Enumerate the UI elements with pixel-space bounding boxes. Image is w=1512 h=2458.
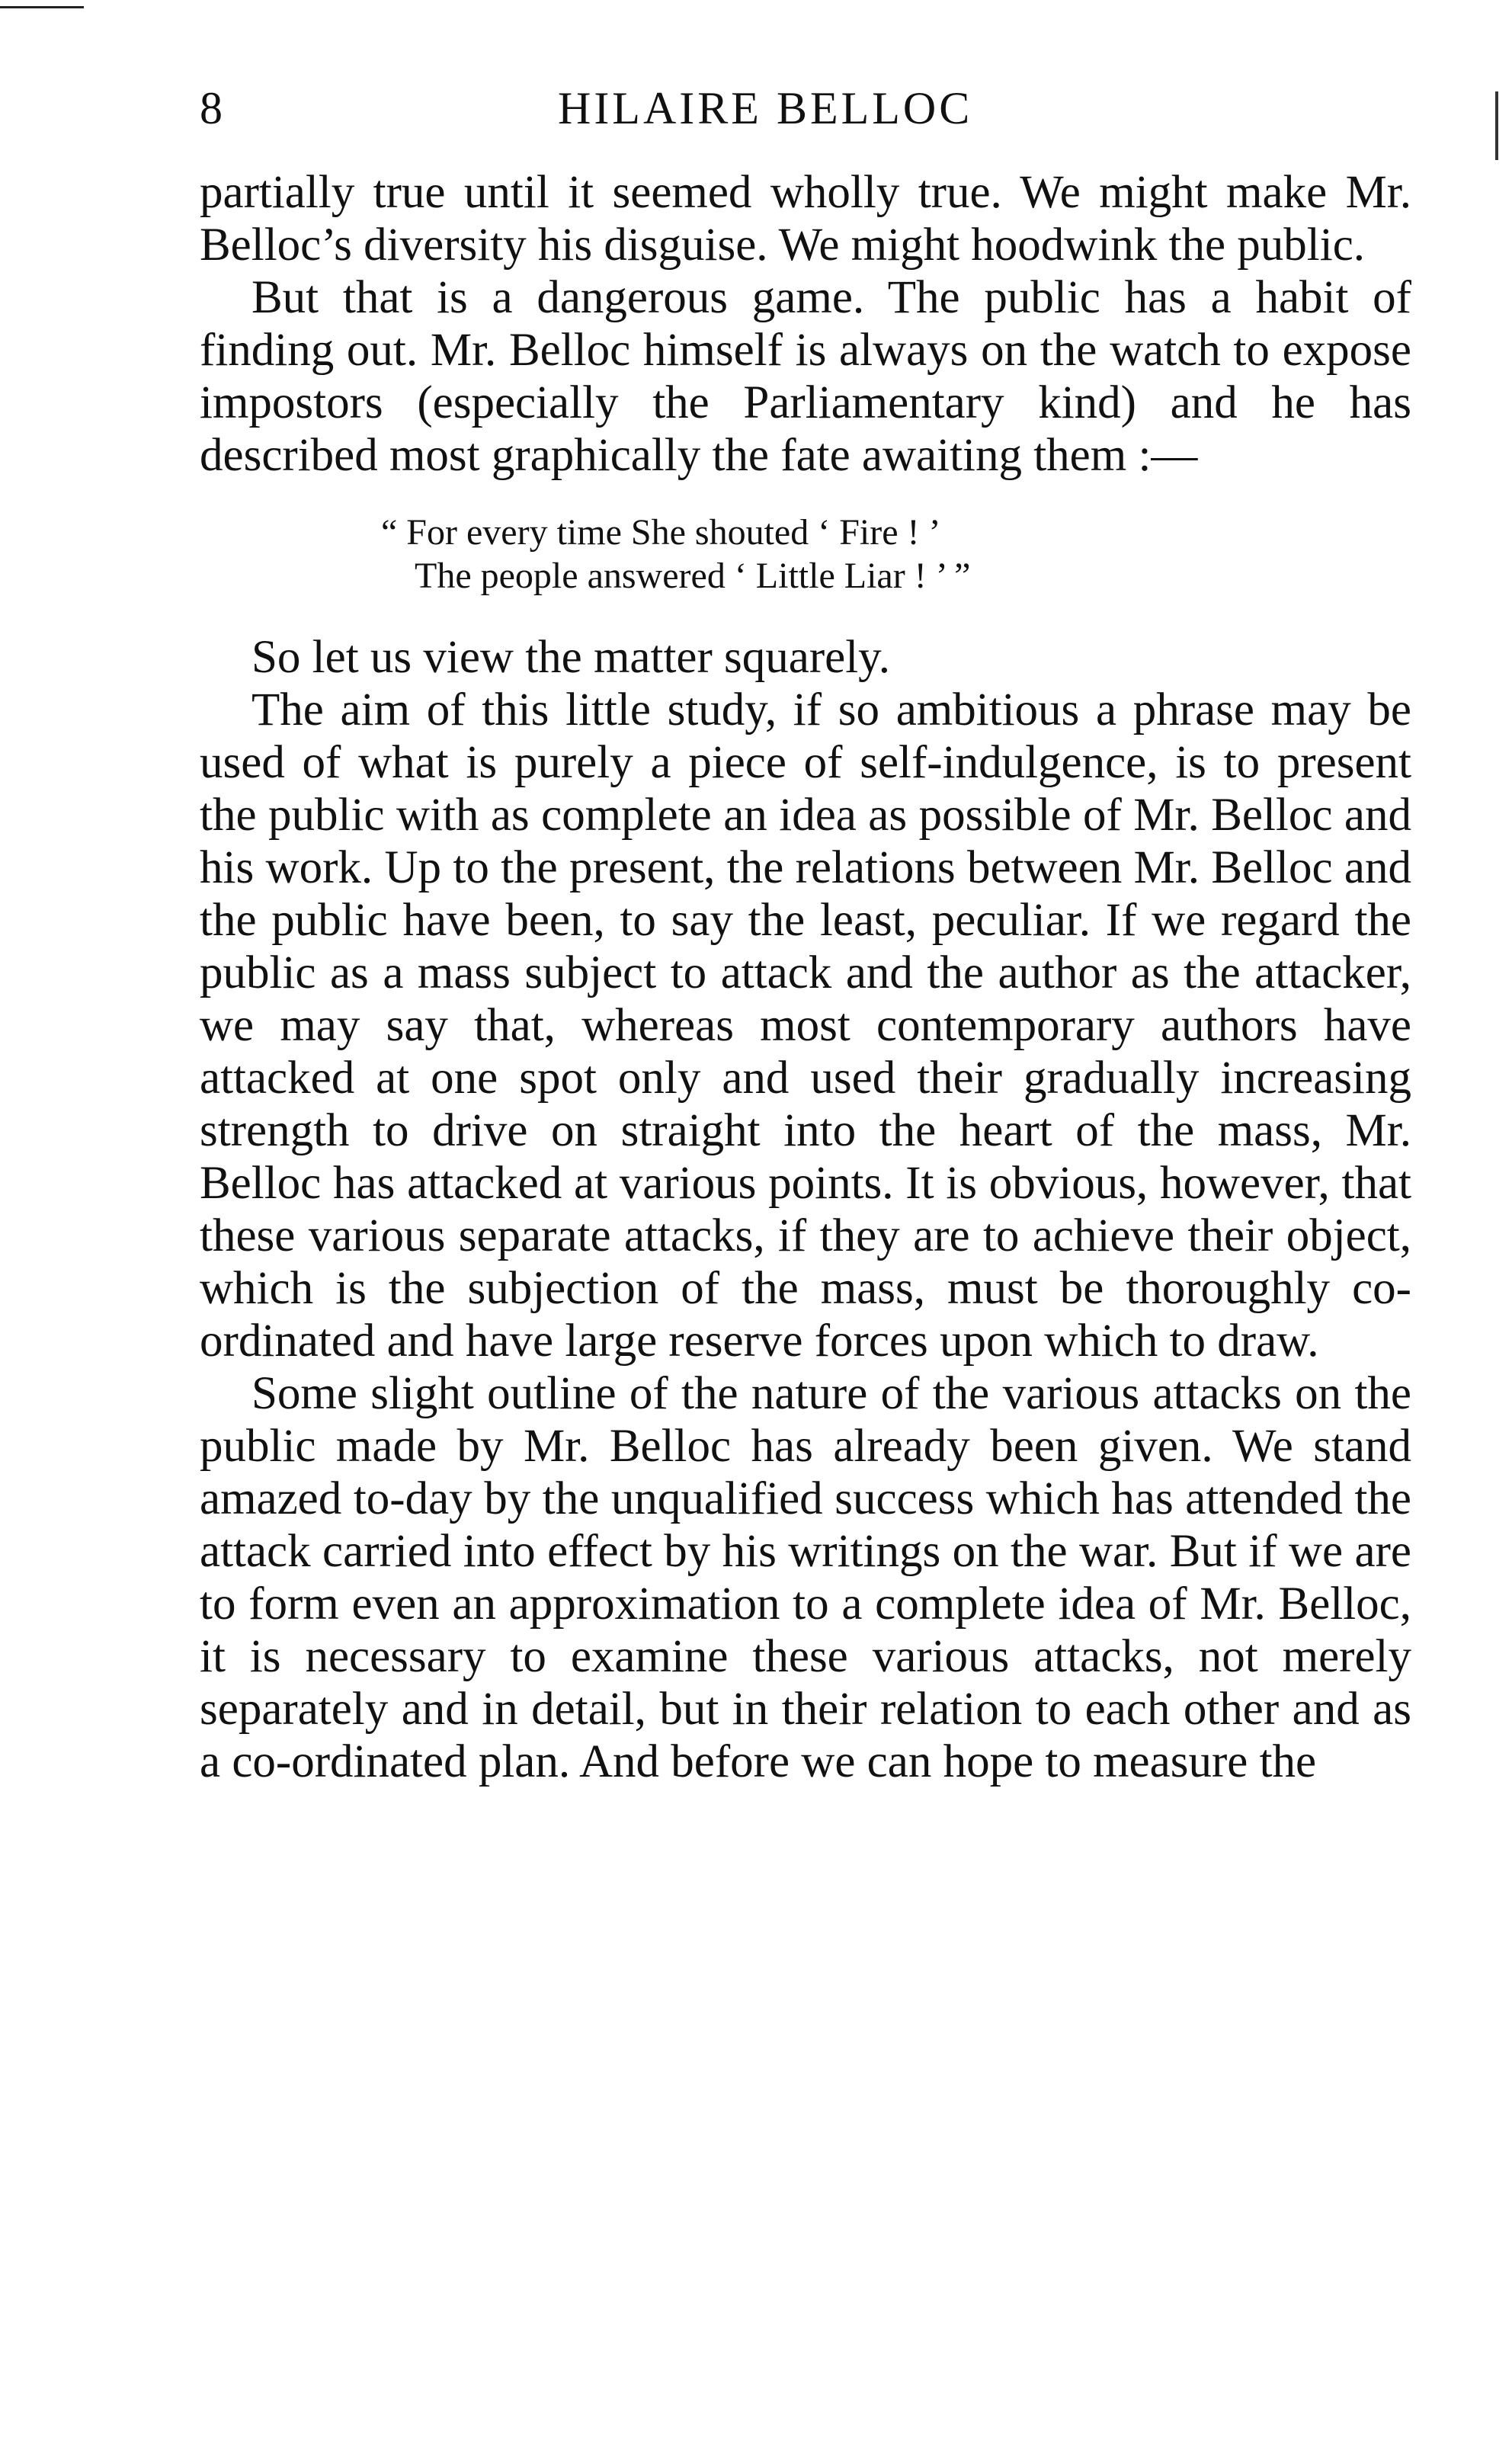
paragraph-5: Some slight outline of the nature of the various attacks on the public made by Mr. Belloc has already been given. We stand amazed to-day by the unqualified success which has attended the attack carried into effect by his writings on the war. But if we are to form even an approximation to a complete idea of Mr. Belloc, it is necessary to examine these various attacks, not merely separately and in detail, but in their relation to each other and as a co-ordinated plan. And before we can hope to measure the [200,1368,1411,1787]
paragraph-2: But that is a dangerous game. The public has a habit of finding out. Mr. Belloc himself is always on the watch to expose impostors (especially the Parliamentary kind) and he has described most graphically the fate awaiting them :— [200,272,1411,481]
paragraph-3: So let us view the matter squarely. [251,632,890,683]
page-edge-mark [1495,91,1498,160]
quote-line-2: The people answered ‘ Little Liar ! ’ ” [415,556,971,596]
page-number: 8 [200,83,223,133]
running-title: HILAIRE BELLOC [558,83,973,133]
verse-quotation [200,511,1411,598]
corner-rule [0,6,84,8]
body-text [200,166,1411,1788]
running-head [200,78,1411,139]
paragraph-4: The aim of this little study, if so ambitious a phrase may be used of what is purely a piece of self-indulgence, is to present the public with as complete an idea as possible of Mr. Belloc and his work. Up to the present, the relations between Mr. Belloc and the public have been, to say the least, peculiar. If we regard the public as a mass subject to attack and the author as the attacker, we may say that, whereas most contemporary authors have attacked at one spot only and used their gradually increasing strength to drive on straight into the heart of the mass, Mr. Belloc has attacked at various points. It is obvious, however, that these various separate attacks, if they are to achieve their object, which is the subjection of the mass, must be thoroughly co-ordinated and have large reserve forces upon which to draw. [200,684,1411,1367]
quote-line-1: “ For every time She shouted ‘ Fire ! ’ [381,512,941,553]
paragraph-1: partially true until it seemed wholly true. We might make Mr. Belloc’s diversity his disguise. We might hoodwink the public. [200,167,1411,271]
